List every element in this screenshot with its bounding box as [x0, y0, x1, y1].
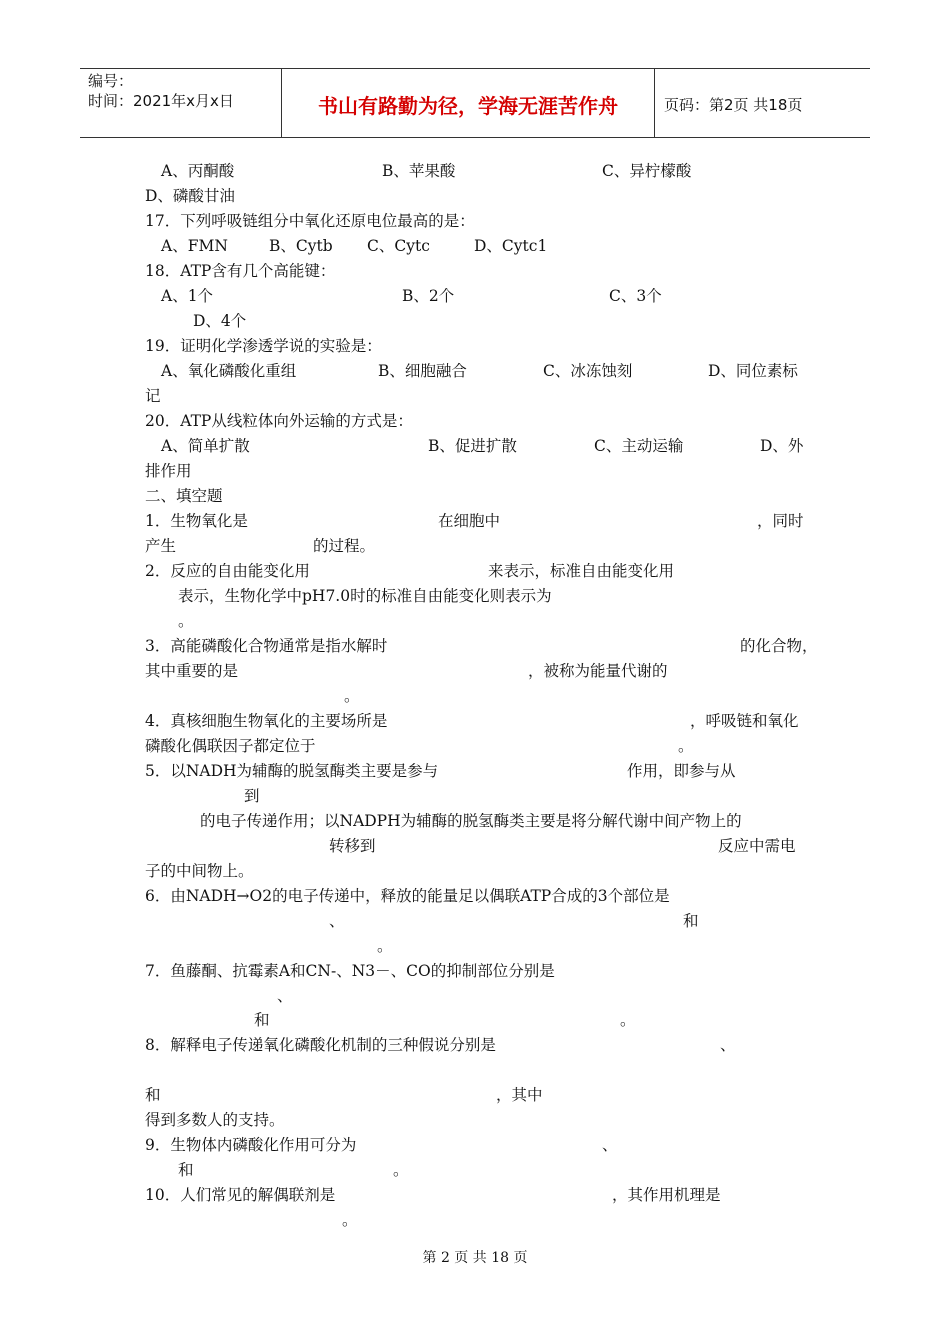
question-text: 19．证明化学渗透学说的实验是： — [145, 337, 382, 355]
question-text: 。 — [178, 612, 194, 630]
question-text: 和 — [683, 912, 699, 930]
option-text: B、苹果酸 — [382, 162, 456, 180]
question-text: 来表示，标准自由能变化用 — [488, 562, 675, 580]
option-text: 排作用 — [145, 462, 192, 480]
option-text: A、FMN — [161, 237, 228, 255]
question-text: 的电子传递作用；以NADPH为辅酶的脱氢酶类主要是将分解代谢中间产物上的 — [200, 812, 742, 830]
question-text: 6．由NADH→O2的电子传递中，释放的能量足以偶联ATP合成的3个部位是 — [145, 887, 670, 905]
question-text: 4．真核细胞生物氧化的主要场所是 — [145, 712, 388, 730]
option-text: D、同位素标 — [708, 362, 798, 380]
section-heading: 二、填空题 — [145, 487, 223, 505]
option-text: 记 — [145, 387, 161, 405]
question-text: 。 — [393, 1161, 409, 1179]
question-text: 和 — [254, 1011, 270, 1029]
question-text: 磷酸化偶联因子都定位于 — [145, 737, 316, 755]
question-text: 7．鱼藤酮、抗霉素A和CN-、N3－、CO的抑制部位分别是 — [145, 962, 555, 980]
question-text: 18．ATP含有几个高能键： — [145, 262, 336, 280]
question-text: ，其中 — [496, 1086, 543, 1104]
option-text: B、2个 — [402, 287, 455, 305]
header-divider — [654, 69, 655, 137]
question-text: 10．人们常见的解偶联剂是 — [145, 1186, 336, 1204]
question-text: 5．以NADH为辅酶的脱氢酶类主要是参与 — [145, 762, 439, 780]
question-text: 得到多数人的支持。 — [145, 1111, 285, 1129]
option-text: C、主动运输 — [594, 437, 684, 455]
question-text: 的化合物， — [740, 637, 818, 655]
option-text: D、磷酸甘油 — [145, 187, 235, 205]
question-text: 到 — [244, 787, 260, 805]
option-text: B、Cytb — [269, 237, 333, 255]
question-text: ，被称为能量代谢的 — [528, 662, 668, 680]
question-text: 转移到 — [329, 837, 376, 855]
option-text: A、简单扩散 — [161, 437, 250, 455]
question-text: 1．生物氧化是 — [145, 512, 248, 530]
option-text: B、促进扩散 — [428, 437, 517, 455]
question-text: 和 — [178, 1161, 194, 1179]
question-text: 在细胞中 — [438, 512, 501, 530]
question-text: 、 — [277, 987, 293, 1005]
question-text: 2．反应的自由能变化用 — [145, 562, 310, 580]
question-text: ，同时 — [757, 512, 804, 530]
question-text: 产生 — [145, 537, 177, 555]
question-text: 表示，生物化学中pH7.0时的标准自由能变化则表示为 — [178, 587, 552, 605]
question-text: 9．生物体内磷酸化作用可分为 — [145, 1136, 357, 1154]
question-text: 。 — [377, 937, 393, 955]
option-text: A、氧化磷酸化重组 — [161, 362, 297, 380]
question-text: 的过程。 — [313, 537, 376, 555]
option-text: C、异柠檬酸 — [602, 162, 692, 180]
question-text: 、 — [602, 1136, 618, 1154]
option-text: C、3个 — [609, 287, 662, 305]
question-text: 。 — [678, 737, 694, 755]
question-text: 。 — [344, 687, 360, 705]
page-footer: 第 2 页 共 18 页 — [422, 1250, 528, 1266]
document-number-label: 编号： — [88, 72, 134, 90]
question-text: 17．下列呼吸链组分中氧化还原电位最高的是： — [145, 212, 475, 230]
question-text: 3．高能磷酸化合物通常是指水解时 — [145, 637, 388, 655]
option-text: B、细胞融合 — [378, 362, 467, 380]
question-text: 。 — [620, 1011, 636, 1029]
document-date-label: 时间：2021年x月x日 — [88, 92, 234, 110]
question-text: 子的中间物上。 — [145, 862, 254, 880]
question-text: 。 — [342, 1211, 358, 1229]
question-text: 反应中需电 — [718, 837, 796, 855]
question-text: 其中重要的是 — [145, 662, 239, 680]
option-text: A、丙酮酸 — [161, 162, 235, 180]
question-text: 、 — [720, 1036, 736, 1054]
question-text: ，其作用机理是 — [612, 1186, 721, 1204]
page-number-label: 页码：第2页 共18页 — [664, 96, 803, 114]
option-text: A、1个 — [161, 287, 214, 305]
option-text: C、冰冻蚀刻 — [543, 362, 633, 380]
question-text: 、 — [329, 912, 345, 930]
header-motto: 书山有路勤为径，学海无涯苦作舟 — [318, 94, 618, 118]
option-text: D、4个 — [193, 312, 247, 330]
option-text: C、Cytc — [367, 237, 430, 255]
option-text: D、Cytc1 — [474, 237, 548, 255]
option-text: D、外 — [760, 437, 804, 455]
question-text: ，呼吸链和氧化 — [690, 712, 799, 730]
question-text: 作用，即参与从 — [627, 762, 736, 780]
question-text: 20．ATP从线粒体向外运输的方式是： — [145, 412, 413, 430]
question-text: 和 — [145, 1086, 161, 1104]
question-text: 8．解释电子传递氧化磷酸化机制的三种假说分别是 — [145, 1036, 496, 1054]
